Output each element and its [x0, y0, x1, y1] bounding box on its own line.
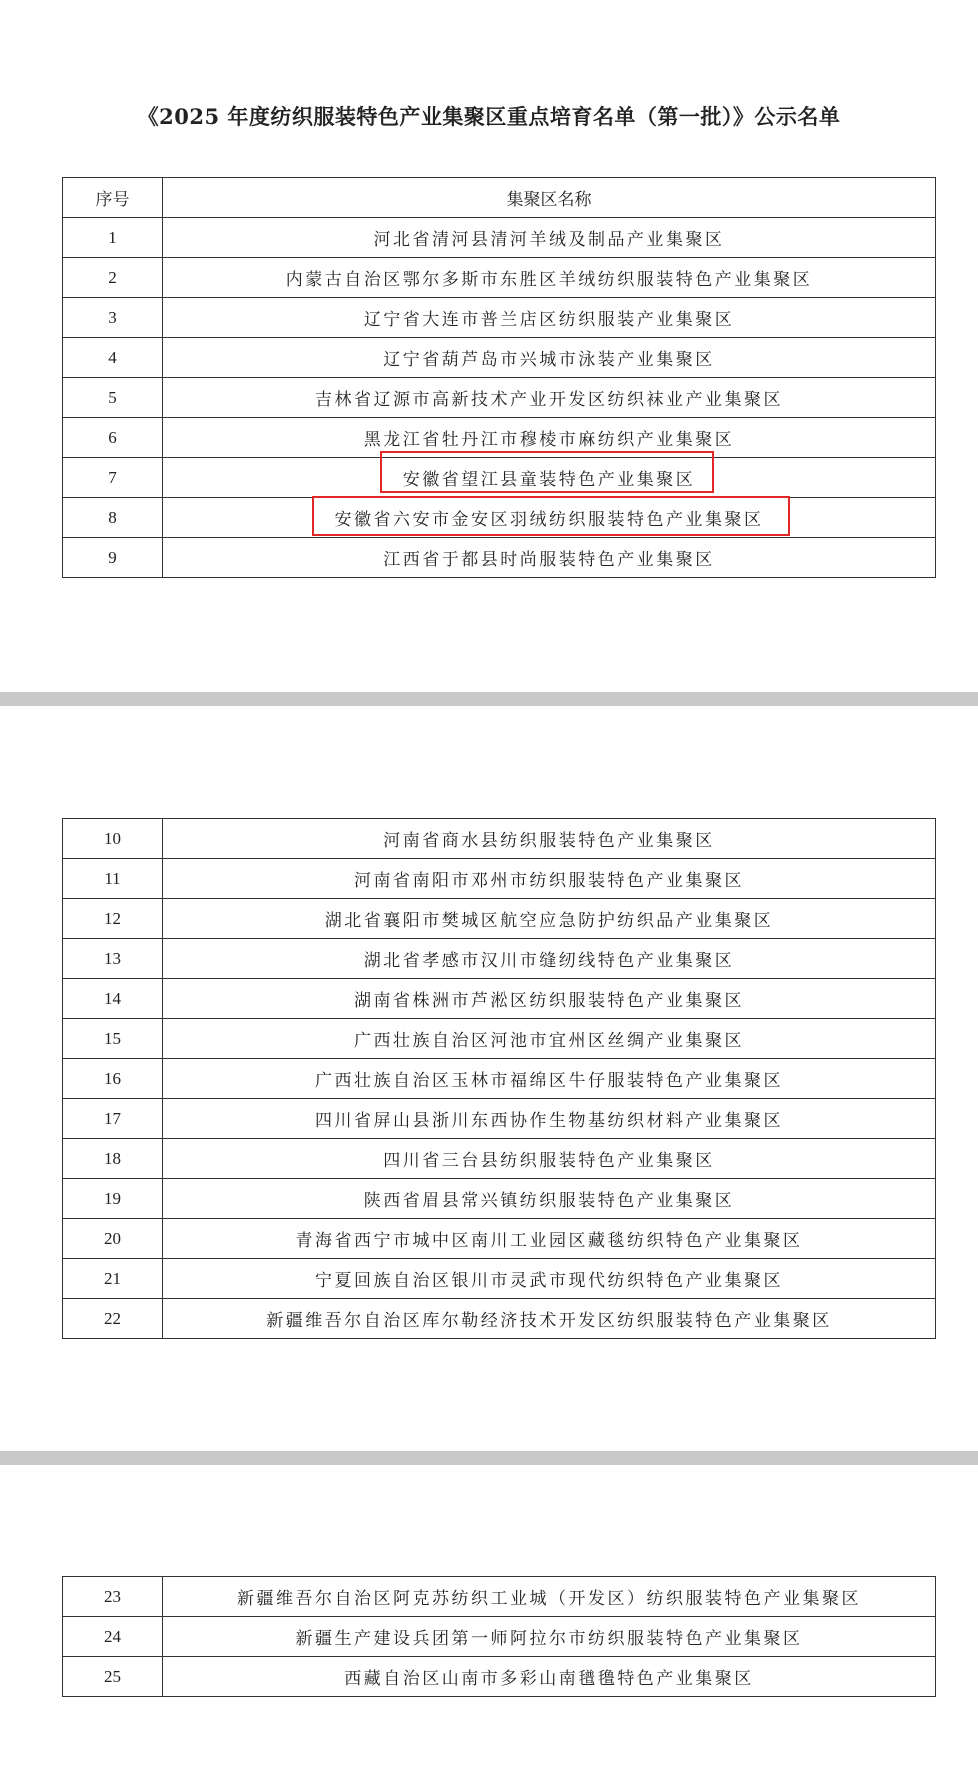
- row-number: 3: [63, 298, 163, 338]
- highlight-box-row-7: [380, 451, 714, 493]
- row-number: 17: [63, 1099, 163, 1139]
- row-number: 6: [63, 418, 163, 458]
- cluster-name: 河南省商水县纺织服装特色产业集聚区: [163, 819, 936, 859]
- table-row: [63, 218, 936, 258]
- table-row: [63, 1019, 936, 1059]
- cluster-name: 江西省于都县时尚服装特色产业集聚区: [163, 538, 936, 578]
- document-title: 《2025 年度纺织服装特色产业集聚区重点培育名单（第一批）》公示名单: [137, 104, 841, 129]
- cluster-name: 河南省南阳市邓州市纺织服装特色产业集聚区: [163, 859, 936, 899]
- header-no: 序号: [63, 178, 163, 218]
- table-row: [63, 258, 936, 298]
- row-number: 13: [63, 939, 163, 979]
- table-row: [63, 1577, 936, 1617]
- row-number: 1: [63, 218, 163, 258]
- table-row: [63, 979, 936, 1019]
- row-number: 14: [63, 979, 163, 1019]
- table-row: [63, 939, 936, 979]
- cluster-name: 四川省三台县纺织服装特色产业集聚区: [163, 1139, 936, 1179]
- row-number: 22: [63, 1299, 163, 1339]
- cluster-name: 陕西省眉县常兴镇纺织服装特色产业集聚区: [163, 1179, 936, 1219]
- row-number: 23: [63, 1577, 163, 1617]
- table-row: [63, 538, 936, 578]
- row-number: 16: [63, 1059, 163, 1099]
- table-header-row: [63, 178, 936, 218]
- table-row: [63, 899, 936, 939]
- cluster-name: 河北省清河县清河羊绒及制品产业集聚区: [163, 218, 936, 258]
- row-number: 18: [63, 1139, 163, 1179]
- row-number: 21: [63, 1259, 163, 1299]
- cluster-name: 辽宁省葫芦岛市兴城市泳装产业集聚区: [163, 338, 936, 378]
- table-row: [63, 1219, 936, 1259]
- cluster-name: 内蒙古自治区鄂尔多斯市东胜区羊绒纺织服装特色产业集聚区: [163, 258, 936, 298]
- row-number: 20: [63, 1219, 163, 1259]
- row-number: 11: [63, 859, 163, 899]
- row-number: 12: [63, 899, 163, 939]
- row-number: 25: [63, 1657, 163, 1697]
- cluster-name: 新疆维吾尔自治区库尔勒经济技术开发区纺织服装特色产业集聚区: [163, 1299, 936, 1339]
- highlight-box-row-8: [312, 496, 790, 536]
- table-row: [63, 1259, 936, 1299]
- row-number: 24: [63, 1617, 163, 1657]
- table-row: [63, 819, 936, 859]
- cluster-name: 安徽省六安市金安区羽绒纺织服装特色产业集聚区: [163, 498, 936, 538]
- row-number: 4: [63, 338, 163, 378]
- cluster-name: 新疆维吾尔自治区阿克苏纺织工业城（开发区）纺织服装特色产业集聚区: [163, 1577, 936, 1617]
- page-separator: [0, 692, 978, 706]
- cluster-name: 宁夏回族自治区银川市灵武市现代纺织特色产业集聚区: [163, 1259, 936, 1299]
- table-row: [63, 1099, 936, 1139]
- row-number: 8: [63, 498, 163, 538]
- table-row: [63, 298, 936, 338]
- cluster-name: 湖北省襄阳市樊城区航空应急防护纺织品产业集聚区: [163, 899, 936, 939]
- cluster-name: 西藏自治区山南市多彩山南氆氇特色产业集聚区: [163, 1657, 936, 1697]
- table-row: [63, 1299, 936, 1339]
- row-number: 7: [63, 458, 163, 498]
- cluster-name: 青海省西宁市城中区南川工业园区藏毯纺织特色产业集聚区: [163, 1219, 936, 1259]
- table-row: [63, 1617, 936, 1657]
- row-number: 19: [63, 1179, 163, 1219]
- header-name: 集聚区名称: [163, 178, 936, 218]
- cluster-name: 安徽省望江县童装特色产业集聚区: [163, 458, 936, 498]
- cluster-name: 辽宁省大连市普兰店区纺织服装产业集聚区: [163, 298, 936, 338]
- cluster-table-page-3: [62, 1576, 936, 1697]
- cluster-name: 四川省屏山县浙川东西协作生物基纺织材料产业集聚区: [163, 1099, 936, 1139]
- row-number: 10: [63, 819, 163, 859]
- cluster-name: 广西壮族自治区玉林市福绵区牛仔服装特色产业集聚区: [163, 1059, 936, 1099]
- table-row: [63, 1139, 936, 1179]
- cluster-table-page-2: [62, 818, 936, 1339]
- cluster-name: 湖北省孝感市汉川市缝纫线特色产业集聚区: [163, 939, 936, 979]
- table-row: [63, 859, 936, 899]
- row-number: 15: [63, 1019, 163, 1059]
- cluster-name: 新疆生产建设兵团第一师阿拉尔市纺织服装特色产业集聚区: [163, 1617, 936, 1657]
- row-number: 2: [63, 258, 163, 298]
- cluster-name: 湖南省株洲市芦淞区纺织服装特色产业集聚区: [163, 979, 936, 1019]
- table-row: [63, 1657, 936, 1697]
- table-row: [63, 1179, 936, 1219]
- table-row: [63, 338, 936, 378]
- cluster-name: 黑龙江省牡丹江市穆棱市麻纺织产业集聚区: [163, 418, 936, 458]
- page-separator: [0, 1451, 978, 1465]
- cluster-name: 吉林省辽源市高新技术产业开发区纺织袜业产业集聚区: [163, 378, 936, 418]
- table-row: [63, 1059, 936, 1099]
- cluster-name: 广西壮族自治区河池市宜州区丝绸产业集聚区: [163, 1019, 936, 1059]
- row-number: 9: [63, 538, 163, 578]
- row-number: 5: [63, 378, 163, 418]
- table-row: [63, 378, 936, 418]
